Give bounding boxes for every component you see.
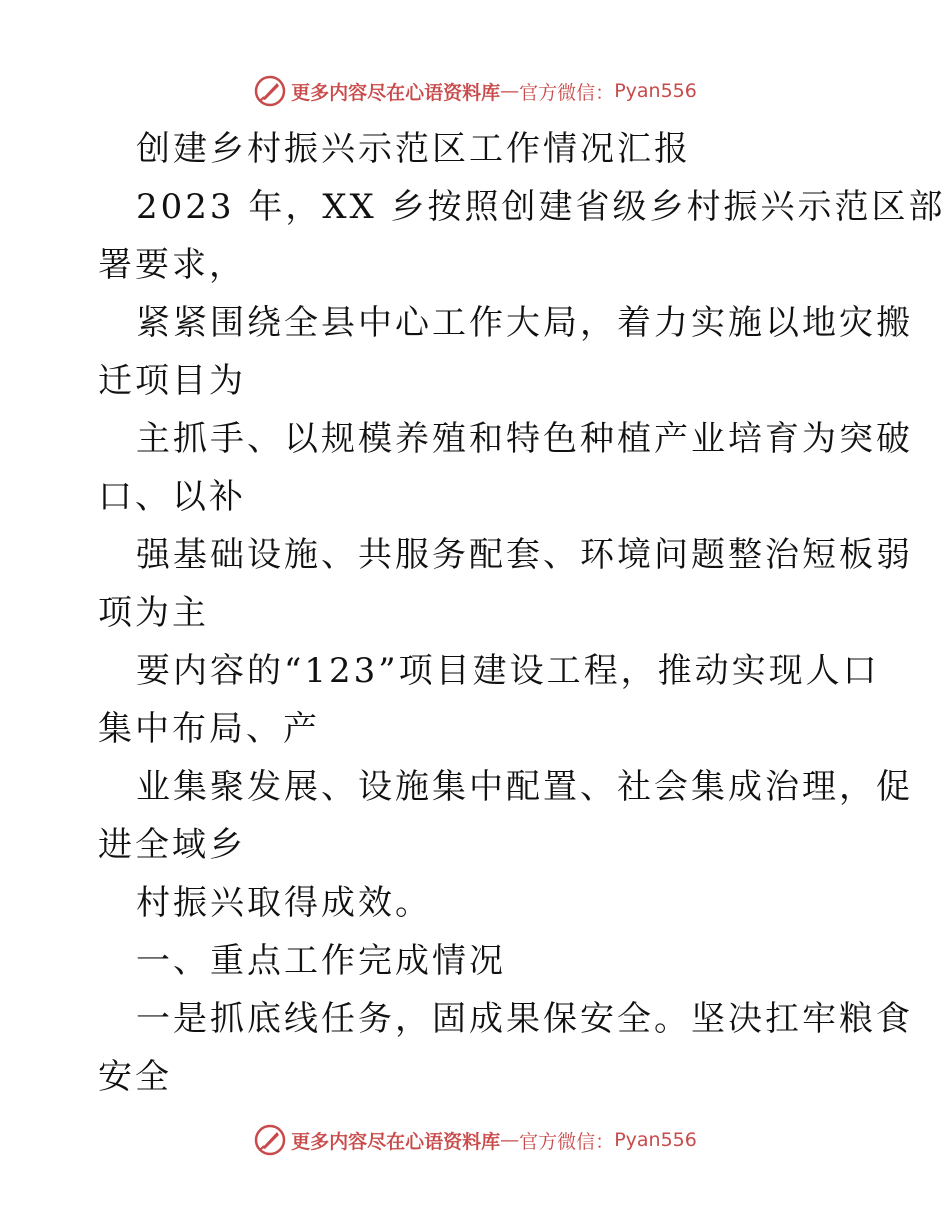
doc-line: 安全 — [98, 1057, 172, 1097]
banner-main-text: 更多内容尽在心语资料库 — [291, 1130, 501, 1153]
banner-separator: — — [500, 1129, 520, 1151]
banner-separator: — — [500, 80, 520, 102]
doc-line: 口、以补 — [98, 477, 246, 517]
doc-line: 业集聚发展、设施集中配置、社会集成治理，促 — [136, 767, 913, 807]
document-body — [98, 120, 946, 1106]
banner-wechat-id: Pyan556 — [614, 80, 697, 102]
doc-line: 创建乡村振兴示范区工作情况汇报 — [136, 129, 691, 169]
doc-line: 要内容的“123”项目建设工程，推动实现人口 — [136, 651, 880, 691]
banner-wechat-id: Pyan556 — [614, 1129, 697, 1151]
footer-banner — [0, 1120, 950, 1160]
doc-line: 2023 年，XX 乡按照创建省级乡村振兴示范区部 — [136, 187, 946, 227]
doc-line: 进全域乡 — [98, 825, 246, 865]
doc-line: 署要求， — [98, 245, 246, 285]
doc-line: 一是抓底线任务，固成果保安全。坚决扛牢粮食 — [136, 999, 913, 1039]
doc-line: 主抓手、以规模养殖和特色种植产业培育为突破 — [136, 419, 913, 459]
section-heading: 一、重点工作完成情况 — [136, 941, 506, 981]
banner-sub-text: 官方微信： — [519, 1130, 615, 1153]
quill-logo-icon — [253, 1123, 287, 1157]
doc-line: 项为主 — [98, 593, 209, 633]
header-banner — [0, 71, 950, 111]
doc-line: 村振兴取得成效。 — [136, 883, 432, 923]
banner-sub-text: 官方微信： — [519, 81, 615, 104]
doc-line: 集中布局、产 — [98, 709, 320, 749]
doc-line: 强基础设施、共服务配套、环境问题整治短板弱 — [136, 535, 913, 575]
doc-line: 紧紧围绕全县中心工作大局，着力实施以地灾搬 — [136, 303, 913, 343]
doc-line: 迁项目为 — [98, 361, 246, 401]
quill-logo-icon — [253, 74, 287, 108]
banner-main-text: 更多内容尽在心语资料库 — [291, 81, 501, 104]
